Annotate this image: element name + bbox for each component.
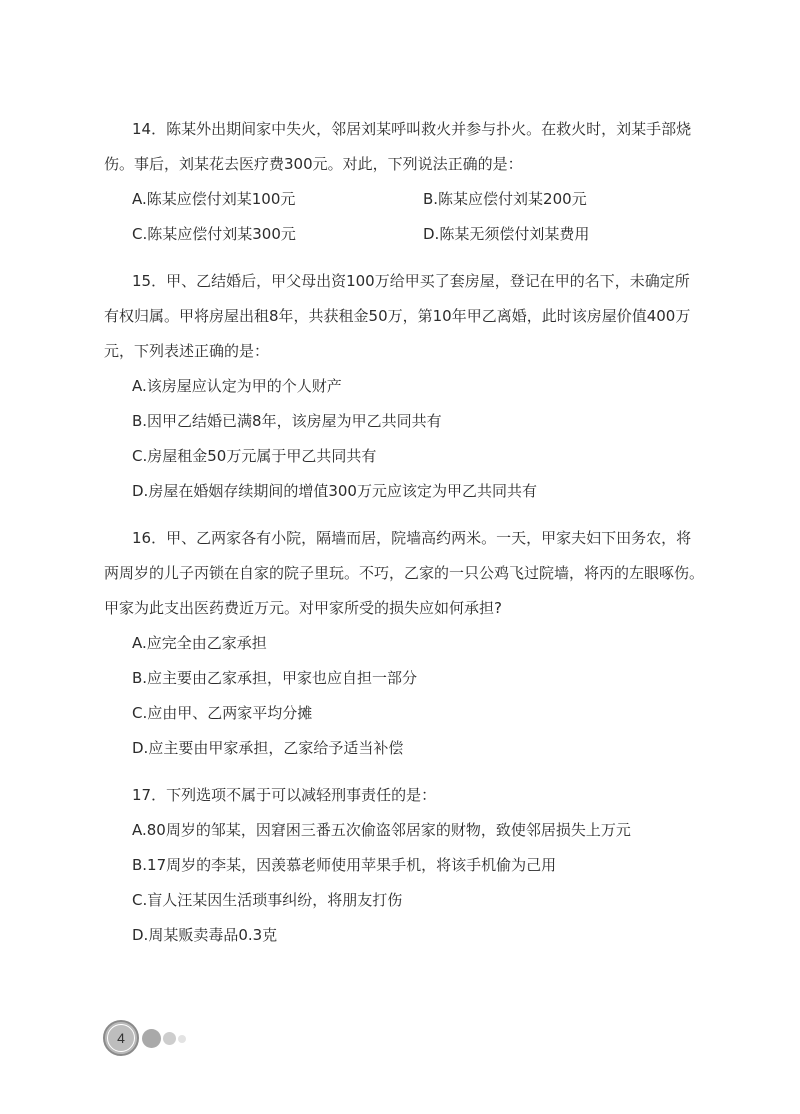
question-stem: 17．下列选项不属于可以减轻刑事责任的是： (132, 786, 437, 804)
option-b: B.17周岁的李某，因羡慕老师使用苹果手机，将该手机偷为己用 (132, 856, 557, 874)
option-a: A.该房屋应认定为甲的个人财产 (132, 377, 342, 395)
decorative-dot-icon (142, 1029, 161, 1048)
option-b: B.因甲乙结婚已满8年，该房屋为甲乙共同共有 (132, 412, 442, 430)
question-16 (104, 521, 704, 766)
option-d: D.周某贩卖毒品0.3克 (132, 926, 278, 944)
question-list (104, 112, 704, 965)
option-a: A.陈某应偿付刘某100元 (132, 190, 296, 208)
question-17 (104, 778, 704, 953)
option-row (104, 217, 704, 252)
option-a: A.应完全由乙家承担 (132, 634, 267, 652)
option-b: B.应主要由乙家承担，甲家也应自担一部分 (132, 669, 418, 687)
option-c: C.盲人汪某因生活琐事纠纷，将朋友打伤 (132, 891, 403, 909)
option-d: D.房屋在婚姻存续期间的增值300万元应该定为甲乙共同共有 (132, 482, 537, 500)
decorative-dot-icon (163, 1032, 176, 1045)
page-number: 4 (107, 1024, 135, 1052)
option-c: C.房屋租金50万元属于甲乙共同共有 (132, 447, 377, 465)
option-c: C.应由甲、乙两家平均分摊 (132, 704, 313, 722)
question-stem: 16．甲、乙两家各有小院，隔墙而居，院墙高约两米。一天，甲家夫妇下田务农，将两周岁的儿子丙锁在自家的院子里玩。不巧，乙家的一只公鸡飞过院墙，将丙的左眼啄伤。甲家为此支出医药费近万元。对甲家所受的损失应如何承担? (104, 529, 705, 617)
question-14 (104, 112, 704, 252)
question-stem: 15．甲、乙结婚后，甲父母出资100万给甲买了套房屋，登记在甲的名下，未确定所有权归属。甲将房屋出租8年，共获租金50万，第10年甲乙离婚，此时该房屋价值400万元，下列表述正确的是： (104, 272, 691, 360)
option-c: C.陈某应偿付刘某300元 (132, 225, 296, 243)
decorative-dot-icon (178, 1035, 186, 1043)
option-a: A.80周岁的邹某，因窘困三番五次偷盗邻居家的财物，致使邻居损失上万元 (132, 821, 631, 839)
question-15 (104, 264, 704, 509)
option-b: B.陈某应偿付刘某200元 (423, 190, 587, 208)
option-row (104, 182, 704, 217)
page-footer (103, 1020, 223, 1060)
option-d: D.应主要由甲家承担，乙家给予适当补偿 (132, 739, 404, 757)
page-number-badge (103, 1020, 139, 1056)
option-d: D.陈某无须偿付刘某费用 (423, 225, 590, 243)
question-stem: 14．陈某外出期间家中失火，邻居刘某呼叫救火并参与扑火。在救火时，刘某手部烧伤。事后，刘某花去医疗费300元。对此，下列说法正确的是： (104, 120, 692, 173)
